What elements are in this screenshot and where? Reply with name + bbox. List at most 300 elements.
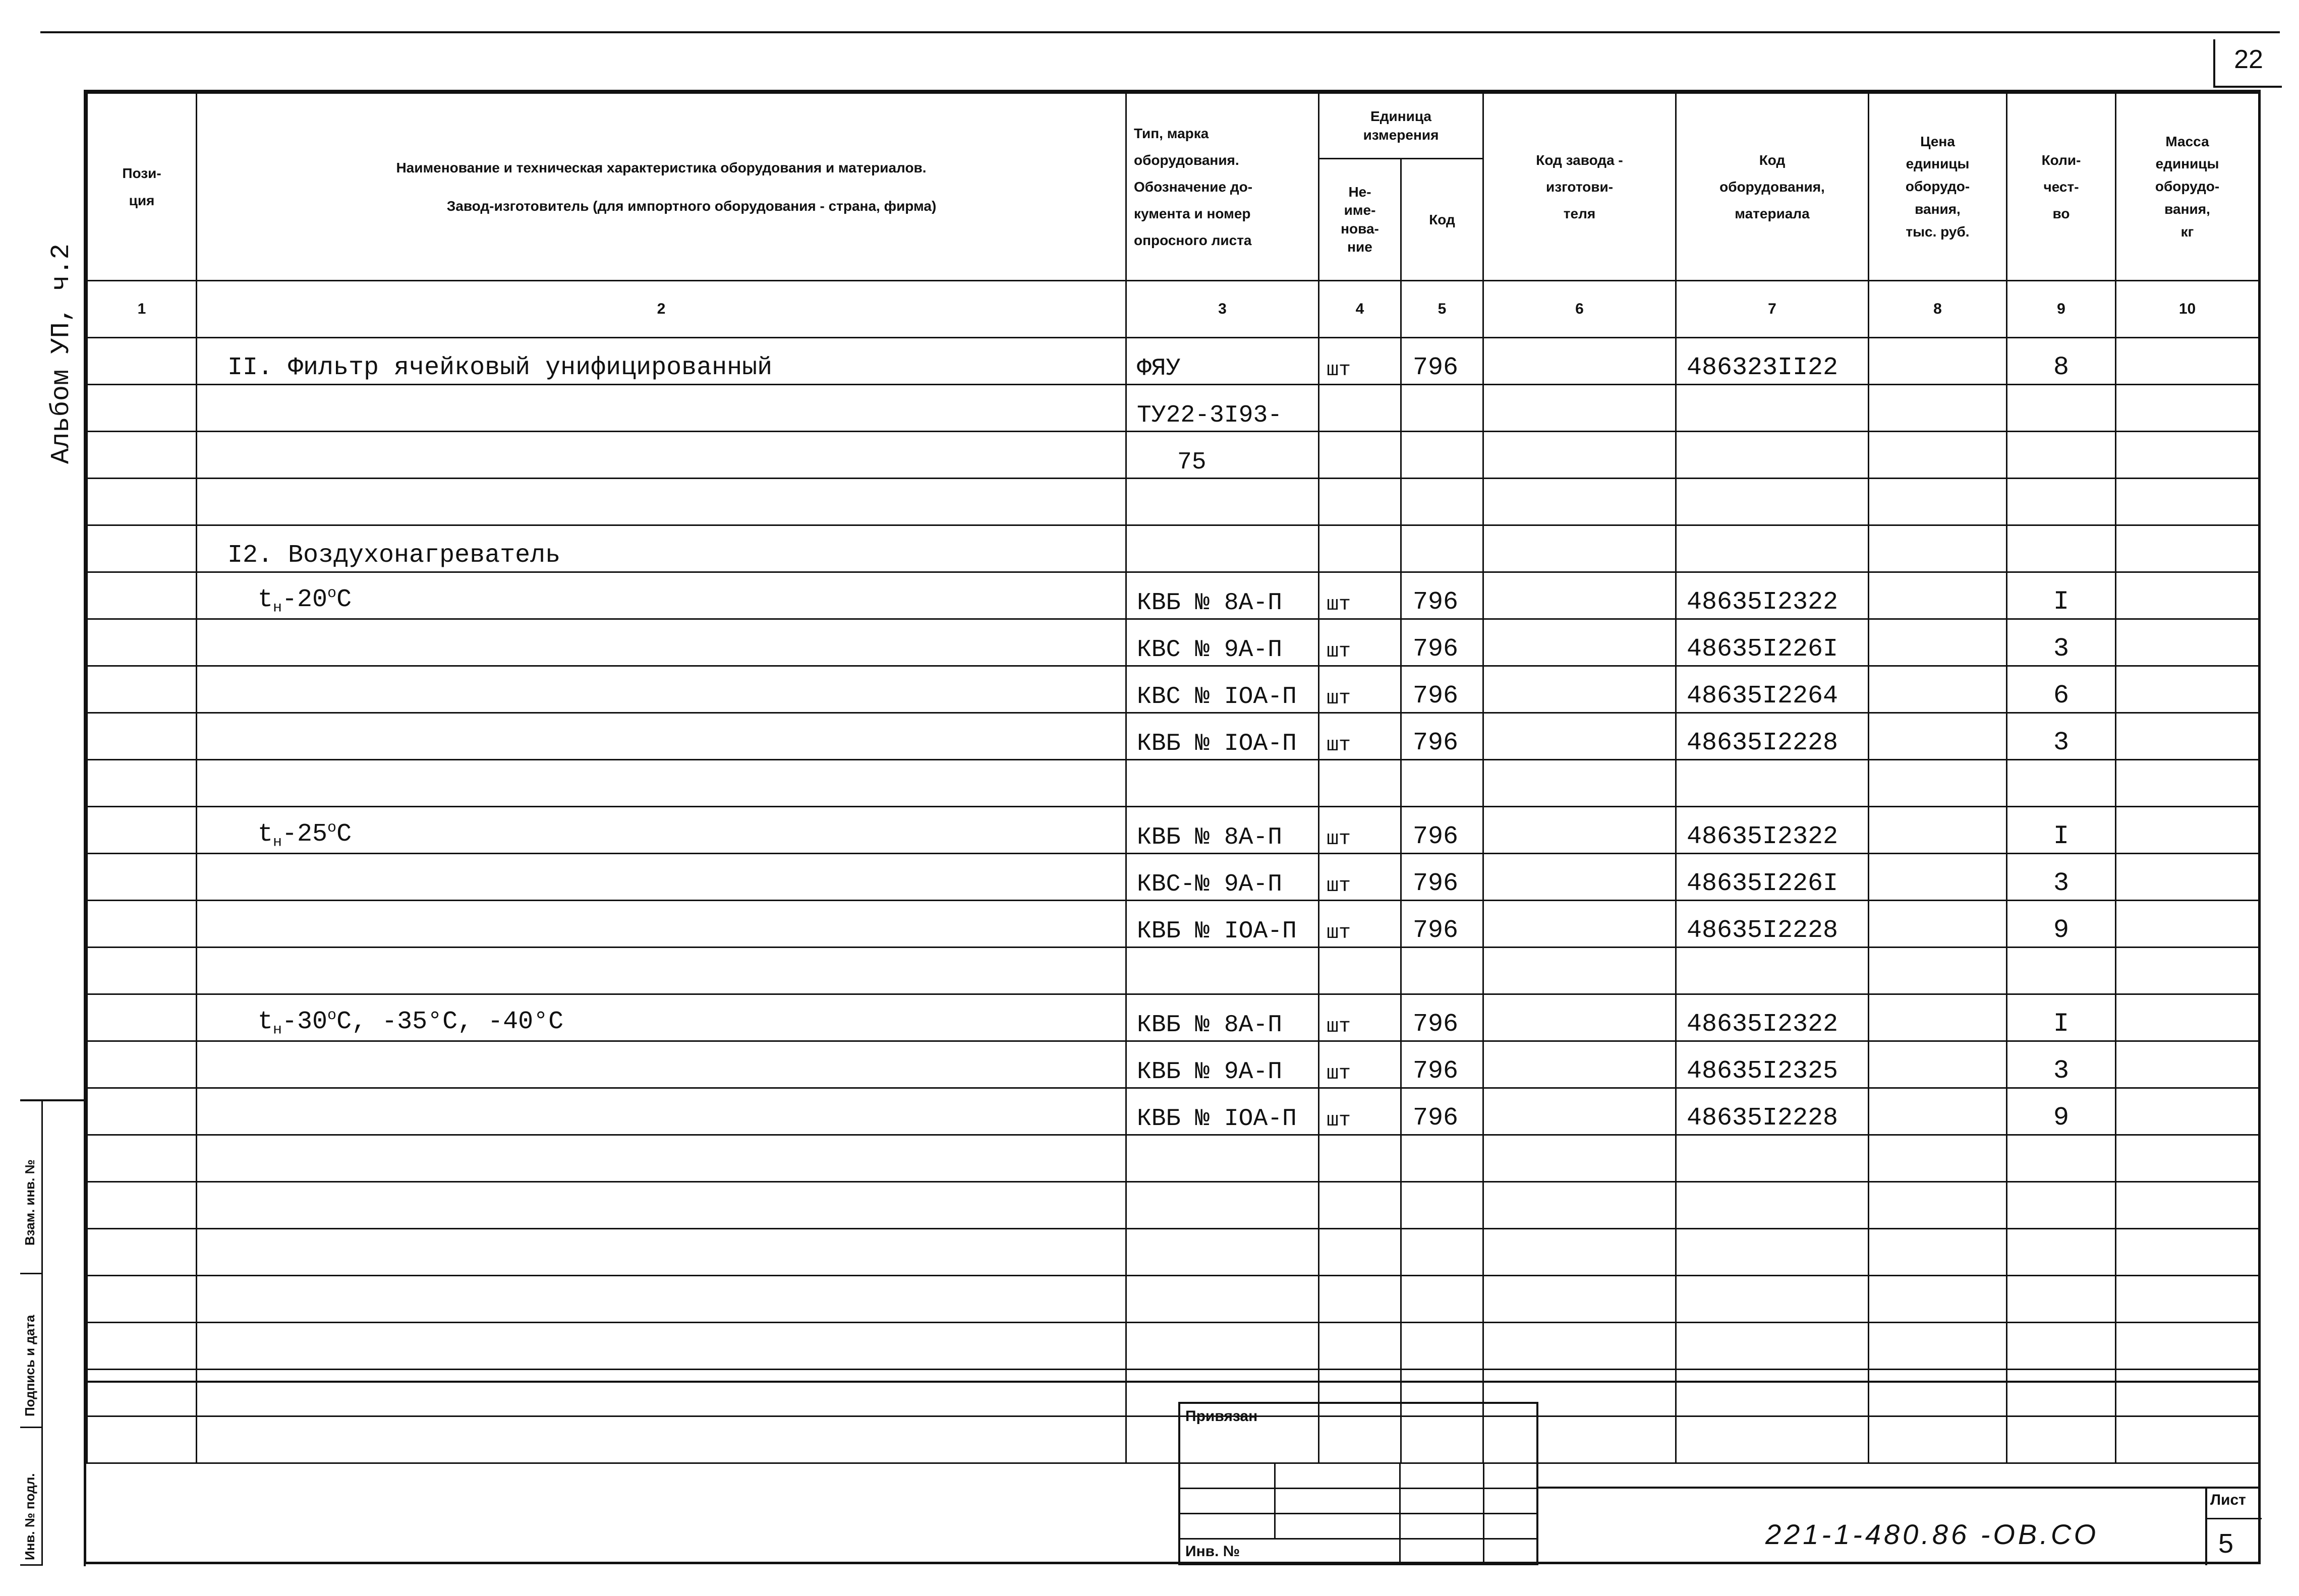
table-cell-c4 [1319, 479, 1401, 525]
table-cell-c2 [197, 1323, 1126, 1370]
header-price: Цена единицы оборудо- вания, тыс. руб. [1869, 93, 2007, 281]
table-cell-c7 [1676, 1370, 1869, 1416]
table-cell-c2 [197, 807, 1126, 854]
table-cell-c10 [2116, 1276, 2259, 1323]
table-cell-c7: 48635I2322 [1676, 572, 1869, 619]
table-cell-c7 [1676, 385, 1869, 432]
table-cell-c10 [2116, 854, 2259, 901]
table-cell-c3 [1126, 760, 1319, 807]
table-cell-c7: 48635I226I [1676, 854, 1869, 901]
header-position: Пози- ция [87, 93, 197, 281]
table-cell-c7 [1676, 1323, 1869, 1370]
table-cell-c1 [87, 338, 197, 385]
table-cell-c3 [1126, 1135, 1319, 1182]
table-row [87, 338, 2259, 385]
table-cell-c8 [1869, 760, 2007, 807]
table-cell-c3 [1126, 525, 1319, 572]
table-cell-c3: КВБ № 9А-П [1126, 1041, 1319, 1088]
table-cell-c8 [1869, 385, 2007, 432]
page-number: 22 [2234, 45, 2263, 74]
table-cell-c2: II. Фильтр ячейковый унифицированный [197, 338, 1126, 385]
table-cell-c3 [1126, 1229, 1319, 1276]
table-row [87, 1182, 2259, 1229]
table-cell-c10 [2116, 1182, 2259, 1229]
table-cell-c6 [1483, 760, 1676, 807]
table-cell-c6 [1483, 666, 1676, 713]
table-cell-c1 [87, 432, 197, 479]
table-cell-c2 [197, 1041, 1126, 1088]
table-cell-c8 [1869, 1088, 2007, 1135]
table-cell-c9: I [2007, 572, 2116, 619]
table-cell-c1 [87, 948, 197, 994]
table-cell-c8 [1869, 1229, 2007, 1276]
table-cell-c7 [1676, 525, 1869, 572]
table-cell-c2 [197, 713, 1126, 760]
table-cell-c4: шт [1319, 1088, 1401, 1135]
stamp-vline [1483, 1462, 1484, 1563]
table-cell-c10 [2116, 338, 2259, 385]
table-cell-c5: 796 [1401, 1088, 1483, 1135]
page-number-box [2213, 39, 2282, 88]
table-cell-c4: шт [1319, 1041, 1401, 1088]
table-cell-c9 [2007, 1229, 2116, 1276]
table-cell-c10 [2116, 619, 2259, 666]
table-cell-c10 [2116, 807, 2259, 854]
table-cell-c6 [1483, 1182, 1676, 1229]
table-cell-c9: 8 [2007, 338, 2116, 385]
table-cell-c10 [2116, 1416, 2259, 1463]
column-number-row [87, 281, 2259, 338]
table-cell-c1 [87, 1135, 197, 1182]
table-cell-c2 [197, 619, 1126, 666]
table-cell-c1 [87, 1229, 197, 1276]
stamp-vline [1274, 1462, 1276, 1538]
table-cell-c8 [1869, 854, 2007, 901]
table-row [87, 1323, 2259, 1370]
table-cell-c10 [2116, 1088, 2259, 1135]
table-row [87, 1416, 2259, 1463]
table-cell-c9: 3 [2007, 713, 2116, 760]
table-cell-c1 [87, 713, 197, 760]
table-cell-c9 [2007, 1416, 2116, 1463]
table-cell-c1 [87, 1370, 197, 1416]
table-row [87, 666, 2259, 713]
table-cell-c3 [1126, 1276, 1319, 1323]
table-cell-c9: 9 [2007, 901, 2116, 948]
table-cell-c6 [1483, 619, 1676, 666]
table-cell-c8 [1869, 713, 2007, 760]
table-cell-c9 [2007, 385, 2116, 432]
table-cell-c10 [2116, 1135, 2259, 1182]
stamp-inv-no: Инв. № [1185, 1543, 1240, 1560]
table-cell-c4: шт [1319, 572, 1401, 619]
table-cell-c2 [197, 666, 1126, 713]
table-cell-c10 [2116, 760, 2259, 807]
table-cell-c1 [87, 619, 197, 666]
table-cell-c9: 3 [2007, 854, 2116, 901]
table-cell-c2 [197, 1088, 1126, 1135]
table-cell-c8 [1869, 948, 2007, 994]
table-cell-c5 [1401, 525, 1483, 572]
table-cell-c10 [2116, 713, 2259, 760]
table-cell-c3 [1126, 1323, 1319, 1370]
table-cell-c7: 48635I2322 [1676, 807, 1869, 854]
table-cell-c4 [1319, 432, 1401, 479]
table-cell-c7: 48635I2228 [1676, 713, 1869, 760]
table-cell-c2 [197, 760, 1126, 807]
table-cell-c4: шт [1319, 901, 1401, 948]
table-cell-c4 [1319, 760, 1401, 807]
degree-mark: o [327, 819, 337, 837]
table-cell-c2 [197, 479, 1126, 525]
table-cell-c4 [1319, 1276, 1401, 1323]
temp-subscript: н [273, 1021, 282, 1038]
table-cell-c7 [1676, 1416, 1869, 1463]
temp-value: -20 [282, 585, 328, 614]
table-cell-c4: шт [1319, 338, 1401, 385]
temp-unit: C [336, 819, 352, 849]
table-cell-c1 [87, 1041, 197, 1088]
stamp-privyazan: Привязан [1185, 1408, 1258, 1425]
table-cell-c7: 48635I2325 [1676, 1041, 1869, 1088]
table-cell-c10 [2116, 994, 2259, 1041]
column-number: 2 [197, 281, 1126, 338]
temp-unit: C [336, 585, 352, 614]
sheet-label: Лист [2210, 1492, 2246, 1508]
table-cell-c10 [2116, 1323, 2259, 1370]
table-cell-c5: 796 [1401, 619, 1483, 666]
table-cell-c7: 48635I2228 [1676, 1088, 1869, 1135]
header-equipment-code: Код оборудования, материала [1676, 93, 1869, 281]
table-cell-c7: 48635I226I [1676, 619, 1869, 666]
table-cell-c6 [1483, 1229, 1676, 1276]
table-cell-c10 [2116, 1041, 2259, 1088]
table-cell-c1 [87, 1416, 197, 1463]
table-cell-c2: I2. Воздухонагреватель [197, 525, 1126, 572]
table-cell-c8 [1869, 1182, 2007, 1229]
temp-symbol: t [258, 819, 273, 849]
table-cell-c4 [1319, 1323, 1401, 1370]
table-cell-c2 [197, 994, 1126, 1041]
table-cell-c1 [87, 994, 197, 1041]
table-cell-c2 [197, 901, 1126, 948]
table-cell-c9 [2007, 1135, 2116, 1182]
table-cell-c5 [1401, 1229, 1483, 1276]
table-cell-c7 [1676, 432, 1869, 479]
table-cell-c3: ТУ22-3I93- [1126, 385, 1319, 432]
table-cell-c4 [1319, 1229, 1401, 1276]
table-cell-c5: 796 [1401, 1041, 1483, 1088]
table-cell-c6 [1483, 854, 1676, 901]
table-cell-c8 [1869, 1041, 2007, 1088]
table-cell-c4 [1319, 385, 1401, 432]
table-row [87, 994, 2259, 1041]
table-cell-c6 [1483, 713, 1676, 760]
table-cell-c5: 796 [1401, 338, 1483, 385]
table-cell-c7 [1676, 479, 1869, 525]
table-cell-c9: I [2007, 807, 2116, 854]
table-cell-c4 [1319, 1135, 1401, 1182]
table-cell-c9 [2007, 1323, 2116, 1370]
table-cell-c4 [1319, 525, 1401, 572]
table-cell-c6 [1483, 432, 1676, 479]
table-cell-c5 [1401, 1276, 1483, 1323]
table-cell-c5: 796 [1401, 807, 1483, 854]
table-cell-c7 [1676, 948, 1869, 994]
table-cell-c8 [1869, 901, 2007, 948]
table-cell-c3: КВБ № IOA-П [1126, 901, 1319, 948]
table-cell-c8 [1869, 1416, 2007, 1463]
table-cell-c1 [87, 760, 197, 807]
table-cell-c7: 48635I2264 [1676, 666, 1869, 713]
header-type: Тип, марка оборудования. Обозначение до- кумента и номер опросного листа [1126, 93, 1319, 281]
table-cell-c1 [87, 901, 197, 948]
table-cell-c1 [87, 572, 197, 619]
side-cell-inv [20, 1428, 43, 1566]
title-block-top-line [86, 1381, 2261, 1383]
album-label: Альбом УП, ч.2 [46, 244, 76, 464]
table-cell-c1 [87, 807, 197, 854]
table-cell-c1 [87, 1088, 197, 1135]
sheet-box-divider [2207, 1518, 2262, 1519]
header-unit-group: Единица измерения [1319, 93, 1483, 159]
table-cell-c6 [1483, 1135, 1676, 1182]
table-row [87, 760, 2259, 807]
table-cell-c4: шт [1319, 994, 1401, 1041]
table-cell-c2 [197, 1416, 1126, 1463]
table-cell-c6 [1483, 1276, 1676, 1323]
table-cell-c5 [1401, 432, 1483, 479]
table-cell-c9 [2007, 1276, 2116, 1323]
header-mass: Масса единицы оборудо- вания, кг [2116, 93, 2259, 281]
sheet-top-border [40, 31, 2280, 33]
table-row [87, 385, 2259, 432]
table-cell-c6 [1483, 901, 1676, 948]
table-cell-c6 [1483, 807, 1676, 854]
table-cell-c2 [197, 1135, 1126, 1182]
column-number: 8 [1869, 281, 2007, 338]
header-factory-code: Код завода - изготови- теля [1483, 93, 1676, 281]
table-cell-c4: шт [1319, 807, 1401, 854]
table-cell-c9 [2007, 1182, 2116, 1229]
specification-table [86, 92, 2260, 1464]
temp-symbol: t [258, 1007, 273, 1036]
table-row [87, 1088, 2259, 1135]
table-cell-c6 [1483, 479, 1676, 525]
table-cell-c2 [197, 1276, 1126, 1323]
table-cell-c10 [2116, 525, 2259, 572]
side-cell-vzam [20, 1099, 43, 1274]
table-cell-c8 [1869, 432, 2007, 479]
table-cell-c3: КВБ № 8А-П [1126, 572, 1319, 619]
table-cell-c8 [1869, 994, 2007, 1041]
table-cell-c3: КВБ № IOA-П [1126, 1088, 1319, 1135]
table-cell-c6 [1483, 385, 1676, 432]
title-block-mid-line [1538, 1487, 2261, 1489]
table-cell-c8 [1869, 479, 2007, 525]
table-cell-c9 [2007, 525, 2116, 572]
table-cell-c2 [197, 1182, 1126, 1229]
column-number: 5 [1401, 281, 1483, 338]
table-cell-c1 [87, 666, 197, 713]
table-cell-c4 [1319, 1182, 1401, 1229]
table-cell-c9: I [2007, 994, 2116, 1041]
table-cell-c7 [1676, 760, 1869, 807]
table-cell-c3 [1126, 479, 1319, 525]
table-cell-c2 [197, 1229, 1126, 1276]
table-cell-c5: 796 [1401, 713, 1483, 760]
table-cell-c2 [197, 1370, 1126, 1416]
side-label-inv: Инв. № подл. [22, 1473, 37, 1560]
table-cell-c4 [1319, 948, 1401, 994]
table-row [87, 479, 2259, 525]
binding-stamp [1178, 1402, 1538, 1565]
table-cell-c5: 796 [1401, 572, 1483, 619]
table-cell-c1 [87, 1182, 197, 1229]
table-cell-c5 [1401, 948, 1483, 994]
table-cell-c5 [1401, 385, 1483, 432]
table-row [87, 1276, 2259, 1323]
table-cell-c3: КВБ № IOA-П [1126, 713, 1319, 760]
table-cell-c3: КВБ № 8А-П [1126, 994, 1319, 1041]
table-cell-c8 [1869, 572, 2007, 619]
table-cell-c6 [1483, 994, 1676, 1041]
table-cell-c4: шт [1319, 713, 1401, 760]
table-cell-c5 [1401, 1323, 1483, 1370]
column-number: 7 [1676, 281, 1869, 338]
table-cell-c10 [2116, 572, 2259, 619]
table-row [87, 572, 2259, 619]
table-cell-c6 [1483, 1323, 1676, 1370]
table-cell-c5: 796 [1401, 901, 1483, 948]
table-cell-c9 [2007, 1370, 2116, 1416]
table-row [87, 948, 2259, 994]
table-cell-c5 [1401, 760, 1483, 807]
table-cell-c8 [1869, 807, 2007, 854]
table-cell-c4: шт [1319, 619, 1401, 666]
table-cell-c10 [2116, 432, 2259, 479]
table-cell-c10 [2116, 479, 2259, 525]
table-row [87, 1041, 2259, 1088]
temp-symbol: t [258, 585, 273, 614]
table-cell-c3: 75 [1126, 432, 1319, 479]
table-cell-c9: 6 [2007, 666, 2116, 713]
table-cell-c6 [1483, 525, 1676, 572]
stamp-vline [1399, 1462, 1401, 1563]
degree-mark: o [327, 584, 337, 602]
table-row [87, 1135, 2259, 1182]
table-cell-c9: 3 [2007, 619, 2116, 666]
side-label-vzam: Взам. инв. № [22, 1159, 37, 1246]
table-cell-c9: 9 [2007, 1088, 2116, 1135]
temp-subscript: н [273, 599, 282, 616]
table-cell-c9 [2007, 760, 2116, 807]
table-cell-c7: 48635I2322 [1676, 994, 1869, 1041]
side-cell-podpis [20, 1274, 43, 1428]
table-row [87, 901, 2259, 948]
document-number: 221-1-480.86 -ОВ.СО [1765, 1518, 2099, 1550]
column-number: 9 [2007, 281, 2116, 338]
table-cell-c3 [1126, 1182, 1319, 1229]
table-cell-c7 [1676, 1229, 1869, 1276]
table-cell-c8 [1869, 338, 2007, 385]
table-cell-c2 [197, 572, 1126, 619]
table-cell-c8 [1869, 1370, 2007, 1416]
table-row [87, 854, 2259, 901]
table-cell-c9 [2007, 432, 2116, 479]
table-cell-c1 [87, 1276, 197, 1323]
table-cell-c7 [1676, 1182, 1869, 1229]
table-cell-c5: 796 [1401, 666, 1483, 713]
table-cell-c5: 796 [1401, 854, 1483, 901]
table-cell-c6 [1483, 1041, 1676, 1088]
table-cell-c8 [1869, 1135, 2007, 1182]
table-row [87, 619, 2259, 666]
table-cell-c1 [87, 854, 197, 901]
table-cell-c2 [197, 432, 1126, 479]
table-cell-c10 [2116, 948, 2259, 994]
header-unit-code: Код [1401, 159, 1483, 281]
table-cell-c8 [1869, 619, 2007, 666]
column-number: 1 [87, 281, 197, 338]
table-cell-c3: КВС-№ 9А-П [1126, 854, 1319, 901]
table-cell-c10 [2116, 1229, 2259, 1276]
table-cell-c3: ФЯУ [1126, 338, 1319, 385]
table-cell-c10 [2116, 1370, 2259, 1416]
table-cell-c5 [1401, 479, 1483, 525]
table-cell-c5: 796 [1401, 994, 1483, 1041]
table-cell-c4: шт [1319, 854, 1401, 901]
table-cell-c8 [1869, 1323, 2007, 1370]
column-number: 4 [1319, 281, 1401, 338]
table-cell-c10 [2116, 666, 2259, 713]
table-header [87, 93, 2259, 338]
temp-value: -30 [282, 1007, 328, 1036]
table-cell-c8 [1869, 1276, 2007, 1323]
table-cell-c4: шт [1319, 666, 1401, 713]
table-cell-c8 [1869, 525, 2007, 572]
sheet-number: 5 [2218, 1528, 2234, 1559]
table-cell-c5 [1401, 1182, 1483, 1229]
column-number: 6 [1483, 281, 1676, 338]
table-cell-c7: 486323II22 [1676, 338, 1869, 385]
header-unit-name: Не- име- нова- ние [1319, 159, 1401, 281]
table-cell-c3 [1126, 948, 1319, 994]
table-cell-c2 [197, 948, 1126, 994]
temp-value: -25 [282, 819, 328, 849]
table-cell-c5 [1401, 1135, 1483, 1182]
column-number: 3 [1126, 281, 1319, 338]
table-cell-c6 [1483, 338, 1676, 385]
table-cell-c7 [1676, 1135, 1869, 1182]
table-cell-c6 [1483, 572, 1676, 619]
table-cell-c2 [197, 854, 1126, 901]
side-label-podpis: Подпись и дата [22, 1315, 37, 1416]
table-row [87, 807, 2259, 854]
degree-mark: o [327, 1007, 337, 1024]
table-cell-c3: КВС № IOA-П [1126, 666, 1319, 713]
table-cell-c3: КВС № 9А-П [1126, 619, 1319, 666]
table-cell-c1 [87, 385, 197, 432]
table-cell-c7 [1676, 1276, 1869, 1323]
table-row [87, 432, 2259, 479]
table-row [87, 713, 2259, 760]
table-row [87, 1370, 2259, 1416]
table-cell-c9: 3 [2007, 1041, 2116, 1088]
table-cell-c2 [197, 385, 1126, 432]
table-cell-c6 [1483, 1088, 1676, 1135]
table-cell-c9 [2007, 479, 2116, 525]
